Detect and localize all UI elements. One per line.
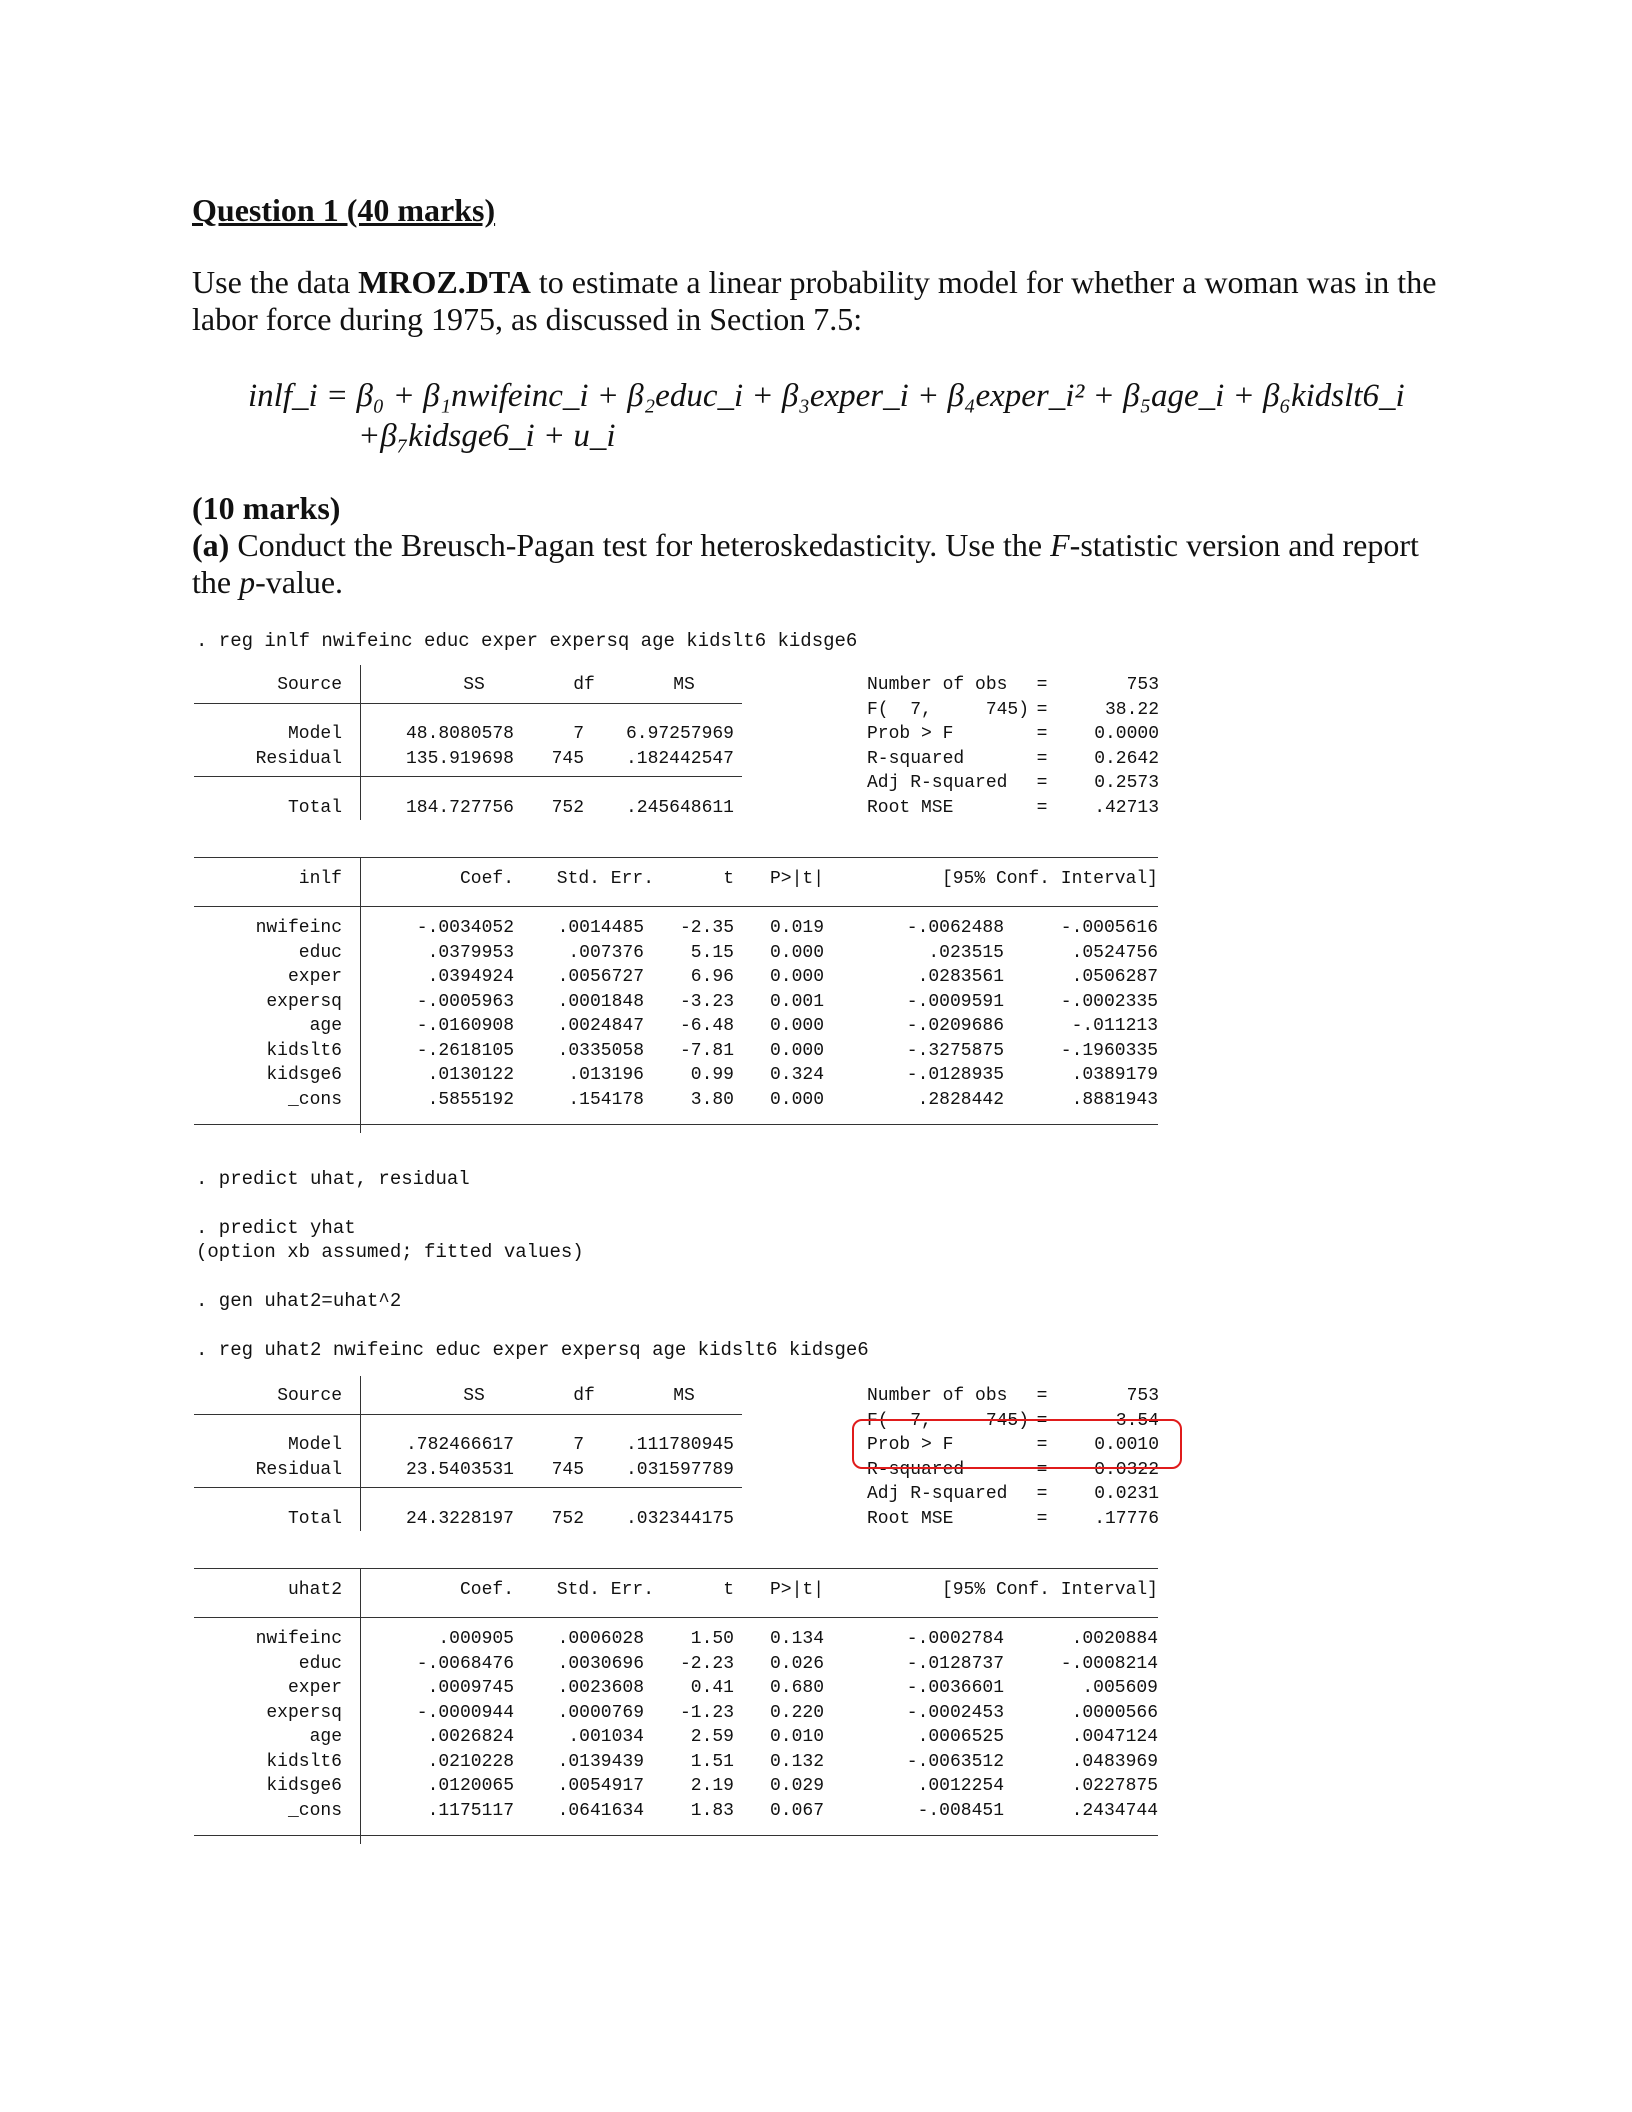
stat-label: Root MSE: [867, 797, 954, 818]
part-a-label: (a): [192, 527, 230, 563]
coef-row-ci-low: -.008451: [917, 1800, 1004, 1821]
stat-equals: =: [1036, 1386, 1048, 1406]
anova-row-df: 752: [551, 797, 584, 818]
stat-equals: =: [1036, 1459, 1048, 1480]
part-a-marks: (10 marks): [192, 490, 341, 526]
anova-row-ms: .245648611: [625, 797, 734, 818]
coef-row-variable: age: [309, 1016, 342, 1036]
coef-row-stderr: .0006028: [557, 1629, 644, 1649]
coef-row-ci-low: -.0002784: [906, 1629, 1004, 1649]
stat-equals: =: [1036, 773, 1048, 793]
coef-row-variable: educ: [298, 942, 342, 963]
coef-row-ci-low: -.3275875: [906, 1040, 1004, 1061]
anova-header-ss: SS: [463, 675, 485, 695]
coef-row-coef: .0009745: [427, 1678, 514, 1698]
stat-equals: =: [1036, 1410, 1048, 1431]
coef-rule-bottom: [194, 1835, 1158, 1836]
coef-row-pvalue: 0.000: [769, 967, 824, 987]
coef-row-pvalue: 0.026: [769, 1653, 824, 1674]
command-predict-uhat: . predict uhat, residual: [196, 1168, 470, 1190]
coef-row-t: 1.51: [690, 1751, 734, 1772]
stat-value: 38.22: [1104, 699, 1159, 720]
coef-row-t: 2.19: [690, 1776, 734, 1796]
stat-value: 3.54: [1115, 1410, 1159, 1431]
coef-row-coef: .0379953: [427, 942, 514, 963]
coef-row-ci-high: -.0002335: [1060, 991, 1158, 1012]
anova-row-ms: .031597789: [625, 1459, 734, 1480]
stat-label: Number of obs: [867, 1386, 1008, 1406]
anova-header-df: df: [573, 1386, 595, 1406]
anova-row-df: 745: [551, 1459, 584, 1480]
intro-prefix: Use the data: [192, 264, 359, 300]
coef-row-ci-low: -.0002453: [906, 1702, 1004, 1723]
coef-row-coef: -.2618105: [416, 1040, 514, 1061]
part-a-text-1: Conduct the Breusch-Pagan test for heteroskedasticity. Use the: [229, 527, 1051, 563]
anova-row-source: Model: [287, 1435, 342, 1455]
coef-row-ci-low: .023515: [928, 942, 1004, 963]
anova-rule-top: [194, 703, 742, 704]
stat-value: 0.0322: [1094, 1459, 1159, 1480]
question-title: Question 1 (40 marks): [192, 192, 496, 228]
coef-row-stderr: .0000769: [557, 1702, 644, 1723]
coef-row-ci-low: -.0209686: [906, 1016, 1004, 1036]
stat-equals: =: [1036, 748, 1048, 769]
command-reg-inlf: . reg inlf nwifeinc educ exper expersq age kidslt6 kidsge6: [196, 630, 858, 652]
anova-row-source: Total: [287, 1508, 342, 1529]
coef-header-t: t: [723, 869, 734, 889]
coef-rule-top: [194, 1568, 1158, 1569]
coef-row-ci-high: .8881943: [1071, 1089, 1158, 1110]
coef-row-pvalue: 0.000: [769, 1089, 824, 1110]
coef-row-ci-high: .0227875: [1071, 1776, 1158, 1796]
coef-row-coef: -.0160908: [416, 1016, 514, 1036]
anova-row-ss: .782466617: [405, 1435, 514, 1455]
coef-row-ci-high: .0020884: [1071, 1629, 1158, 1649]
coef-vertical-rule: [360, 857, 361, 1133]
stat-value: 0.2642: [1094, 748, 1159, 769]
anova-row-ss: 135.919698: [405, 748, 514, 769]
stat-equals: =: [1036, 1484, 1048, 1504]
anova-row-df: 7: [573, 724, 584, 744]
anova-vertical-rule: [360, 1376, 361, 1531]
coef-row-ci-high: .0506287: [1071, 967, 1158, 987]
coef-row-coef: .5855192: [427, 1089, 514, 1110]
coef-row-variable: educ: [298, 1653, 342, 1674]
part-a-question: [192, 527, 1462, 601]
stat-value: 0.2573: [1094, 773, 1159, 793]
coef-header-t: t: [723, 1580, 734, 1600]
anova-row-ss: 48.8080578: [405, 724, 514, 744]
coef-header-ci: [95% Conf. Interval]: [941, 1580, 1158, 1600]
coef-row-stderr: .001034: [568, 1727, 644, 1747]
coef-row-t: -7.81: [679, 1040, 734, 1061]
coef-header-coef: Coef.: [459, 869, 514, 889]
coef-rule-top: [194, 857, 1158, 858]
coef-row-coef: .000905: [438, 1629, 514, 1649]
coef-header-stderr: Std. Err.: [556, 1580, 654, 1600]
coef-row-ci-high: -.0005616: [1060, 918, 1158, 938]
coef-row-t: 0.99: [690, 1065, 734, 1085]
anova-row-ms: .032344175: [625, 1508, 734, 1529]
stat-label: R-squared: [867, 1459, 965, 1480]
coef-header-coef: Coef.: [459, 1580, 514, 1600]
coef-row-pvalue: 0.019: [769, 918, 824, 938]
coef-row-variable: age: [309, 1727, 342, 1747]
stat-equals: =: [1036, 724, 1048, 744]
anova-row-source: Model: [287, 724, 342, 744]
coef-header-ci: [95% Conf. Interval]: [941, 869, 1158, 889]
stat-value: 0.0000: [1094, 724, 1159, 744]
coef-row-stderr: .0001848: [557, 991, 644, 1012]
coef-row-pvalue: 0.134: [769, 1629, 824, 1649]
model-equation-line1: inlf_i = β₀ + β₁nwifeinc_i + β₂educ_i + β₃exper_i + β₄exper_i² + β₅age_i + β₆kidslt6_i: [248, 378, 1405, 414]
coef-row-t: 2.59: [690, 1727, 734, 1747]
coef-header-depvar: uhat2: [287, 1580, 342, 1600]
stat-value: 753: [1126, 1386, 1159, 1406]
coef-row-ci-high: -.1960335: [1060, 1040, 1158, 1061]
anova-row-ms: .182442547: [625, 748, 734, 769]
coef-row-stderr: .0054917: [557, 1776, 644, 1796]
command-reg-uhat2: . reg uhat2 nwifeinc educ exper expersq age kidslt6 kidsge6: [196, 1339, 869, 1361]
coef-row-pvalue: 0.132: [769, 1751, 824, 1772]
anova-row-df: 752: [551, 1508, 584, 1529]
coef-row-t: 1.50: [690, 1629, 734, 1649]
question-intro: [192, 264, 1462, 338]
coef-header-depvar: inlf: [298, 869, 342, 889]
coef-row-ci-low: -.0128935: [906, 1065, 1004, 1085]
coef-row-pvalue: 0.220: [769, 1702, 824, 1723]
anova-header-ms: MS: [673, 1386, 695, 1406]
coef-row-coef: .1175117: [427, 1800, 514, 1821]
anova-row-df: 7: [573, 1435, 584, 1455]
coef-row-pvalue: 0.680: [769, 1678, 824, 1698]
coef-row-variable: kidsge6: [266, 1065, 342, 1085]
coef-row-variable: expersq: [266, 1702, 342, 1723]
coef-row-pvalue: 0.324: [769, 1065, 824, 1085]
coef-row-pvalue: 0.000: [769, 942, 824, 963]
coef-row-variable: _cons: [287, 1800, 342, 1821]
coef-row-stderr: .0335058: [557, 1040, 644, 1061]
anova-row-ss: 184.727756: [405, 797, 514, 818]
stat-label: Prob > F: [867, 1435, 954, 1455]
part-a-text-3: -value.: [255, 564, 344, 600]
predict-yhat-note: (option xb assumed; fitted values): [196, 1241, 584, 1263]
stat-value: 753: [1126, 675, 1159, 695]
stat-label: Adj R-squared: [867, 773, 1008, 793]
coef-row-coef: -.0034052: [416, 918, 514, 938]
part-a-f-symbol: F: [1050, 527, 1070, 563]
stat-value: 0.0231: [1094, 1484, 1159, 1504]
coef-rule-mid: [194, 906, 1158, 907]
intro-suffix: to estimate a linear probability model for whether a woman was in the labor force during 1975, as discussed in Section 7.5:: [192, 264, 1437, 337]
coef-row-coef: .0210228: [427, 1751, 514, 1772]
coef-row-ci-high: .2434744: [1071, 1800, 1158, 1821]
anova-row-source: Total: [287, 797, 342, 818]
coef-row-variable: _cons: [287, 1089, 342, 1110]
stat-value: 0.0010: [1094, 1435, 1159, 1455]
coef-row-ci-high: .0524756: [1071, 942, 1158, 963]
coef-row-variable: kidsge6: [266, 1776, 342, 1796]
coef-row-ci-low: -.0036601: [906, 1678, 1004, 1698]
coef-row-ci-low: .2828442: [917, 1089, 1004, 1110]
coef-row-t: -2.35: [679, 918, 734, 938]
anova-rule-total: [194, 776, 742, 777]
coef-row-coef: .0394924: [427, 967, 514, 987]
coef-row-ci-low: -.0062488: [906, 918, 1004, 938]
stat-equals: =: [1036, 1435, 1048, 1455]
coef-row-stderr: .0030696: [557, 1653, 644, 1674]
coef-row-stderr: .0023608: [557, 1678, 644, 1698]
coef-header-pvalue: P>|t|: [769, 1580, 824, 1600]
coef-row-ci-low: .0006525: [917, 1727, 1004, 1747]
coef-row-pvalue: 0.001: [769, 991, 824, 1012]
coef-row-t: 6.96: [690, 967, 734, 987]
coef-row-ci-high: -.0008214: [1060, 1653, 1158, 1674]
anova-row-source: Residual: [255, 1459, 342, 1480]
coef-row-ci-low: -.0128737: [906, 1653, 1004, 1674]
command-gen-uhat2: . gen uhat2=uhat^2: [196, 1290, 402, 1312]
coef-row-variable: nwifeinc: [255, 1629, 342, 1649]
coef-row-t: -2.23: [679, 1653, 734, 1674]
coef-row-stderr: .154178: [568, 1089, 644, 1110]
coef-row-pvalue: 0.067: [769, 1800, 824, 1821]
coef-row-coef: -.0068476: [416, 1653, 514, 1674]
coef-row-variable: exper: [287, 967, 342, 987]
coef-row-stderr: .0056727: [557, 967, 644, 987]
stat-equals: =: [1036, 699, 1048, 720]
coef-row-ci-low: .0283561: [917, 967, 1004, 987]
coef-row-ci-high: .0483969: [1071, 1751, 1158, 1772]
coef-row-variable: kidslt6: [266, 1040, 342, 1061]
coef-row-t: 5.15: [690, 942, 734, 963]
coef-row-variable: kidslt6: [266, 1751, 342, 1772]
anova-header-ms: MS: [673, 675, 695, 695]
coef-row-ci-low: -.0063512: [906, 1751, 1004, 1772]
stat-equals: =: [1036, 797, 1048, 818]
coef-row-pvalue: 0.010: [769, 1727, 824, 1747]
coef-row-ci-high: .005609: [1082, 1678, 1158, 1698]
anova-row-ms: .111780945: [625, 1435, 734, 1455]
coef-rule-mid: [194, 1617, 1158, 1618]
coef-row-variable: exper: [287, 1678, 342, 1698]
coef-row-coef: .0026824: [427, 1727, 514, 1747]
coef-row-t: -1.23: [679, 1702, 734, 1723]
stat-label: Prob > F: [867, 724, 954, 744]
coef-row-t: 3.80: [690, 1089, 734, 1110]
anova-rule-top: [194, 1414, 742, 1415]
stat-label: Root MSE: [867, 1508, 954, 1529]
anova-vertical-rule: [360, 665, 361, 820]
coef-row-stderr: .0024847: [557, 1016, 644, 1036]
coef-header-stderr: Std. Err.: [556, 869, 654, 889]
anova-header-source: Source: [277, 675, 342, 695]
coef-row-pvalue: 0.000: [769, 1016, 824, 1036]
coef-row-t: -3.23: [679, 991, 734, 1012]
coef-row-ci-low: -.0009591: [906, 991, 1004, 1012]
part-a-text-2: -statistic version and report the: [192, 527, 1419, 600]
coef-row-ci-high: .0047124: [1071, 1727, 1158, 1747]
stat-value: .17776: [1094, 1508, 1159, 1529]
coef-row-stderr: .0014485: [557, 918, 644, 938]
anova-row-source: Residual: [255, 748, 342, 769]
stat-label: Number of obs: [867, 675, 1008, 695]
coef-row-variable: expersq: [266, 991, 342, 1012]
coef-row-pvalue: 0.029: [769, 1776, 824, 1796]
anova-header-ss: SS: [463, 1386, 485, 1406]
coef-row-stderr: .007376: [568, 942, 644, 963]
anova-header-source: Source: [277, 1386, 342, 1406]
coef-row-ci-high: .0000566: [1071, 1702, 1158, 1723]
coef-row-coef: -.0005963: [416, 991, 514, 1012]
stat-label: F( 7, 745): [867, 699, 1030, 720]
coef-row-ci-high: .0389179: [1071, 1065, 1158, 1085]
coef-row-stderr: .0139439: [557, 1751, 644, 1772]
coef-row-t: 1.83: [690, 1800, 734, 1821]
stat-label: R-squared: [867, 748, 965, 769]
coef-row-ci-high: -.011213: [1071, 1016, 1158, 1036]
coef-row-stderr: .0641634: [557, 1800, 644, 1821]
f-test-highlight-box: [852, 1419, 1182, 1469]
stat-equals: =: [1036, 1508, 1048, 1529]
coef-row-coef: .0120065: [427, 1776, 514, 1796]
anova-row-ms: 6.97257969: [625, 724, 734, 744]
stat-equals: =: [1036, 675, 1048, 695]
coef-row-variable: nwifeinc: [255, 918, 342, 938]
coef-header-pvalue: P>|t|: [769, 869, 824, 889]
anova-row-ss: 24.3228197: [405, 1508, 514, 1529]
coef-row-stderr: .013196: [568, 1065, 644, 1085]
coef-rule-bottom: [194, 1124, 1158, 1125]
stat-label: F( 7, 745): [867, 1410, 1030, 1431]
coef-row-pvalue: 0.000: [769, 1040, 824, 1061]
coef-row-ci-low: .0012254: [917, 1776, 1004, 1796]
part-a-p-symbol: p: [239, 564, 256, 600]
coef-row-coef: .0130122: [427, 1065, 514, 1085]
anova-header-df: df: [573, 675, 595, 695]
dataset-name: MROZ.DTA: [358, 264, 531, 300]
anova-row-df: 745: [551, 748, 584, 769]
command-predict-yhat: . predict yhat: [196, 1217, 356, 1239]
coef-row-t: 0.41: [690, 1678, 734, 1698]
coef-vertical-rule: [360, 1568, 361, 1844]
model-equation-line2: +β₇kidsge6_i + u_i: [358, 418, 616, 454]
anova-row-ss: 23.5403531: [405, 1459, 514, 1480]
coef-row-coef: -.0000944: [416, 1702, 514, 1723]
coef-row-t: -6.48: [679, 1016, 734, 1036]
stat-label: Adj R-squared: [867, 1484, 1008, 1504]
anova-rule-total: [194, 1487, 742, 1488]
stat-value: .42713: [1094, 797, 1159, 818]
